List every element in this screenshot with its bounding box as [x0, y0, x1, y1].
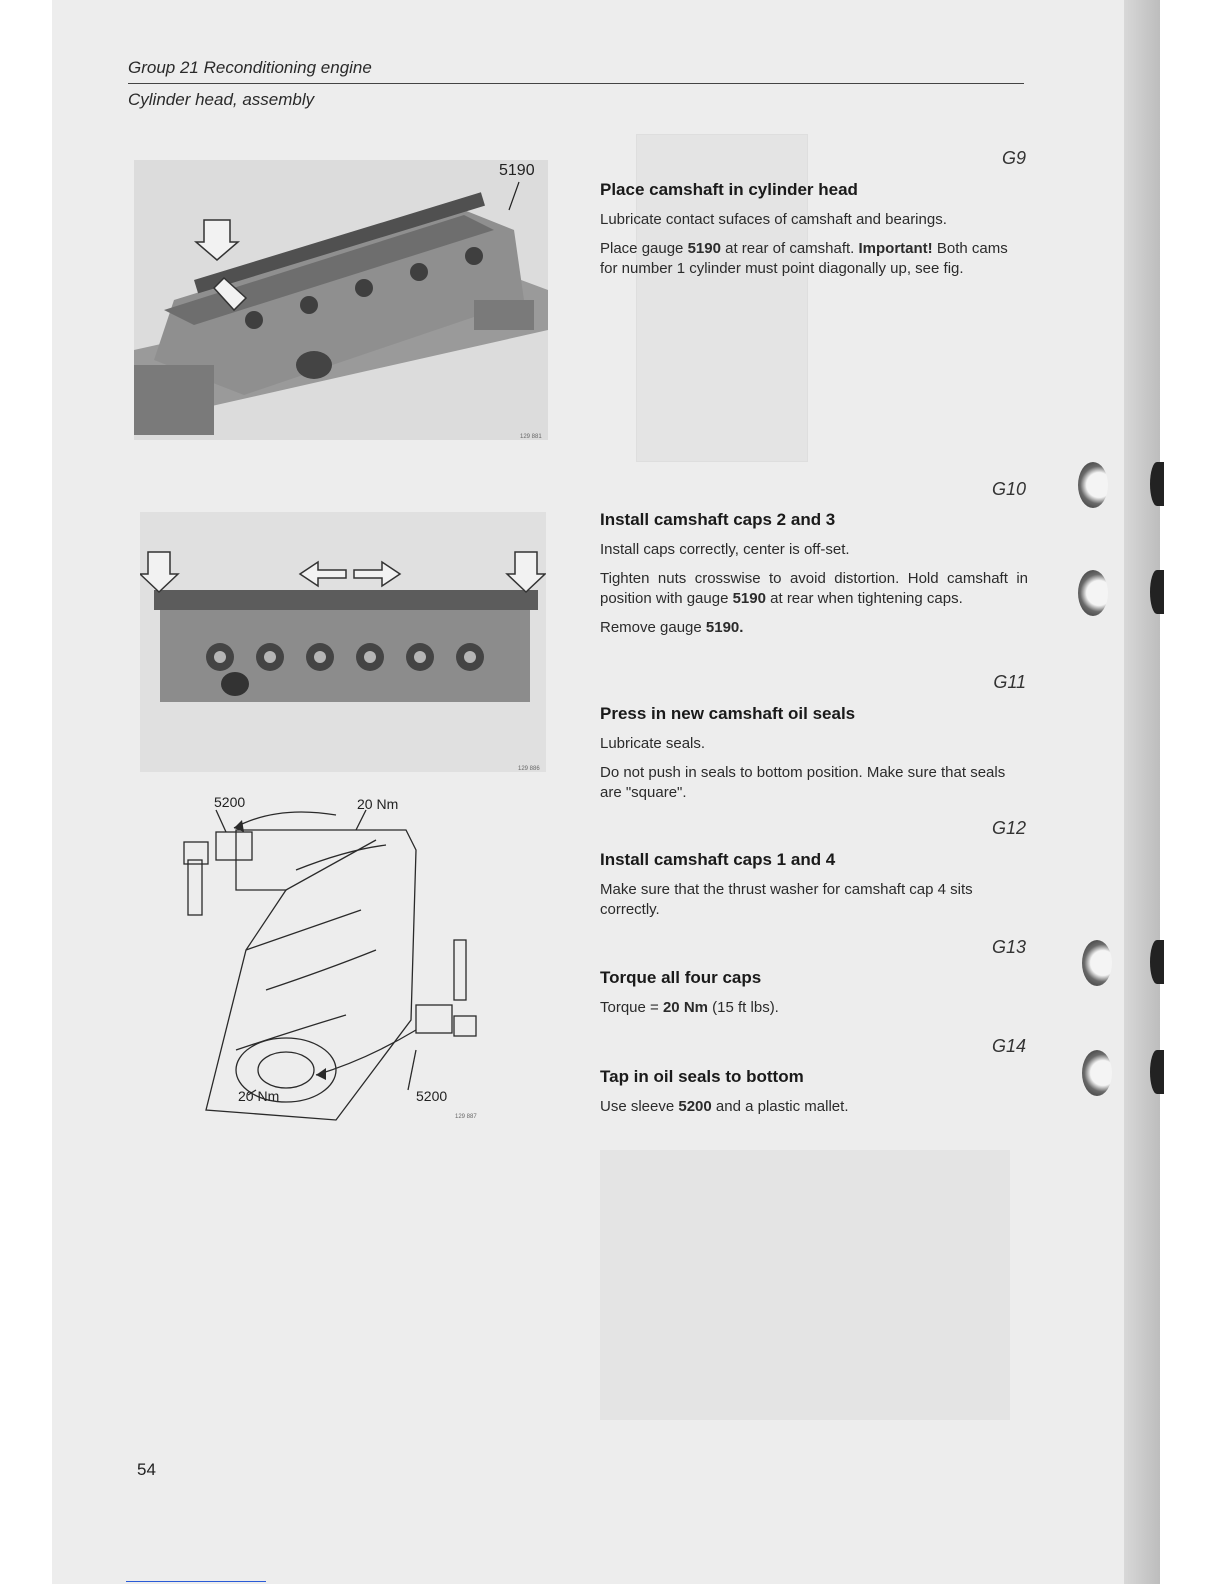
- seal-sleeve-line-drawing: [176, 790, 496, 1130]
- header-divider: [128, 83, 1024, 84]
- binder-hole: [1078, 570, 1108, 616]
- step-text: Make sure that the thrust washer for camshaft cap 4 sits correctly.: [600, 881, 973, 918]
- step-code-g11: G11: [993, 672, 1026, 692]
- page-edge-shadow: [1124, 0, 1160, 1584]
- step-code-g12: G12: [991, 818, 1026, 838]
- binder-hole-edge: [1150, 940, 1164, 984]
- torque-label-bottom: 20 Nm: [238, 1088, 280, 1104]
- bleed-through-shape: [600, 1150, 1010, 1420]
- step-text: Remove gauge 5190.: [600, 619, 744, 636]
- step-title: Tap in oil seals to bottom: [600, 1067, 804, 1086]
- step-g13: [600, 968, 1028, 1027]
- figure-ref: 129 887: [455, 1114, 477, 1120]
- step-title: Install camshaft caps 2 and 3: [600, 510, 836, 529]
- step-g10: [600, 510, 1028, 647]
- scan-right-margin: [1160, 0, 1224, 1584]
- figure-ref: 129 886: [518, 766, 540, 772]
- torque-label-top: 20 Nm: [357, 796, 399, 812]
- figure-ref: 129 881: [520, 434, 542, 440]
- step-text: Do not push in seals to bottom position. Make sure that seals are "square".: [600, 764, 1006, 801]
- step-text: Install caps correctly, center is off-set.: [600, 541, 850, 558]
- binder-hole-edge: [1150, 462, 1164, 506]
- page-number: 54: [137, 1460, 156, 1479]
- section-title: Cylinder head, assembly: [128, 90, 315, 109]
- binder-hole-edge: [1150, 1050, 1164, 1094]
- step-title: Place camshaft in cylinder head: [600, 180, 858, 199]
- caps-photo-illustration: [140, 512, 546, 772]
- figure-caps-photo: [140, 512, 546, 772]
- step-g9: [600, 180, 1028, 288]
- step-g12: [600, 850, 1028, 929]
- step-text: Place gauge 5190 at rear of camshaft. Important! Both cams for number 1 cylinder must point diagonally up, see fig.: [600, 240, 1008, 277]
- step-g14: [600, 1067, 1028, 1126]
- bottom-link-underline: [126, 1581, 266, 1582]
- binder-hole-edge: [1150, 570, 1164, 614]
- tool-label-5190: 5190: [499, 162, 535, 179]
- figure-seal-diagram: [176, 790, 496, 1130]
- step-code-g14: G14: [991, 1036, 1026, 1056]
- step-code-g9: G9: [1001, 148, 1026, 168]
- step-text: Lubricate contact sufaces of camshaft and bearings.: [600, 211, 947, 228]
- sleeve-label-top: 5200: [214, 794, 246, 810]
- camshaft-photo-illustration: [134, 160, 548, 440]
- binder-hole: [1082, 1050, 1112, 1096]
- figure-camshaft-photo: [134, 160, 548, 440]
- step-code-g10: G10: [991, 479, 1026, 499]
- step-g11: [600, 704, 1028, 812]
- step-title: Install camshaft caps 1 and 4: [600, 850, 836, 869]
- step-text: Lubricate seals.: [600, 735, 706, 752]
- step-text: Torque = 20 Nm (15 ft lbs).: [600, 999, 779, 1016]
- group-title: Group 21 Reconditioning engine: [128, 58, 372, 77]
- step-text: Tighten nuts crosswise to avoid distortion. Hold camshaft in position with gauge 5190 at rear when tightening caps.: [600, 570, 1028, 607]
- sleeve-label-bottom: 5200: [416, 1088, 448, 1104]
- binder-hole: [1082, 940, 1112, 986]
- binder-hole: [1078, 462, 1108, 508]
- step-code-g13: G13: [991, 937, 1026, 957]
- scan-left-margin: [0, 0, 52, 1584]
- step-text: Use sleeve 5200 and a plastic mallet.: [600, 1098, 849, 1115]
- step-title: Torque all four caps: [600, 968, 762, 987]
- step-title: Press in new camshaft oil seals: [600, 704, 856, 723]
